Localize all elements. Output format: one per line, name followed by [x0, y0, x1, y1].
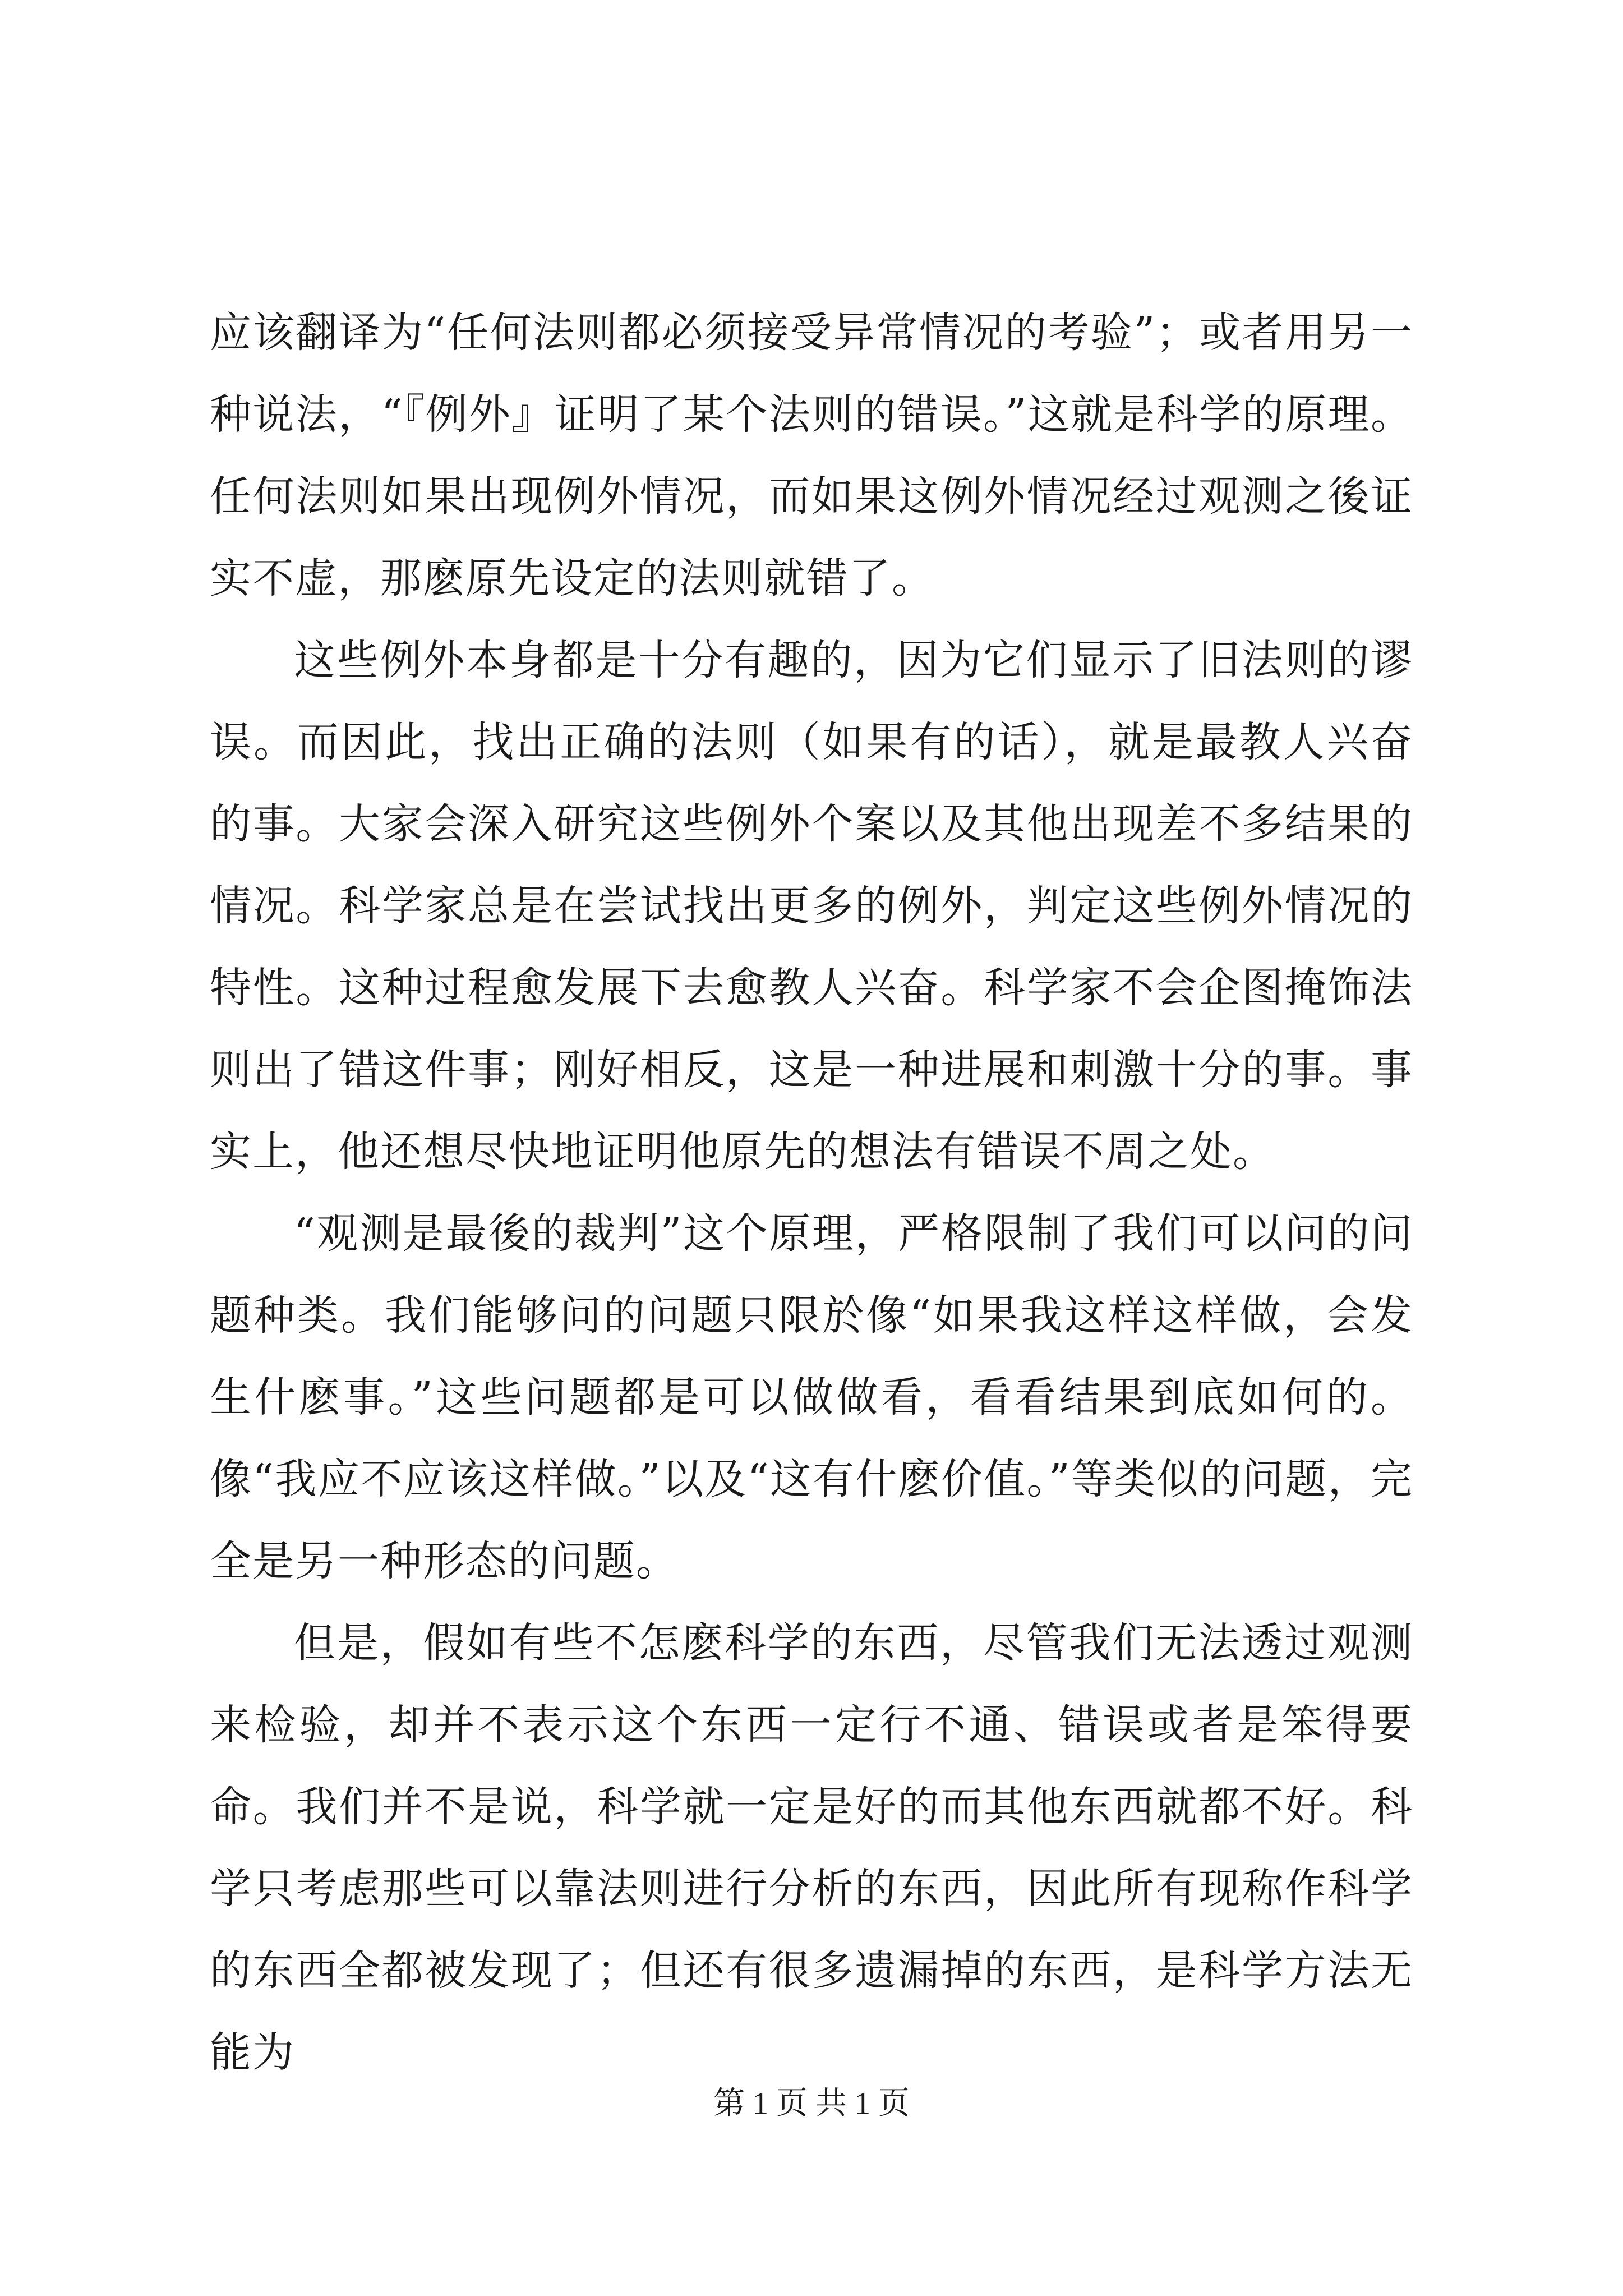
page-footer: 第 1 页 共 1 页 [713, 2086, 910, 2121]
paragraph-4: 但是，假如有些不怎麽科学的东西，尽管我们无法透过观测来检验，却并不表示这个东西一定行不通、错误或者是笨得要命。我们并不是说，科学就一定是好的而其他东西就都不好。科学只考虑那些可以靠法则进行分析的东西，因此所有现称作科学的东西全都被发现了；但还有很多遗漏掉的东西，是科学方法无能为 [210, 1619, 1413, 2077]
document-body [210, 292, 1413, 2093]
paragraph-2: 这些例外本身都是十分有趣的，因为它们显示了旧法则的谬误。而因此，找出正确的法则（如果有的话），就是最教人兴奋的事。大家会深入研究这些例外个案以及其他出现差不多结果的情况。科学家总是在尝试找出更多的例外，判定这些例外情况的特性。这种过程愈发展下去愈教人兴奋。科学家不会企图掩饰法则出了错这件事；刚好相反，这是一种进展和刺激十分的事。事实上，他还想尽快地证明他原先的想法有错误不周之处。 [210, 636, 1413, 1176]
paragraph-1: 应该翻译为“任何法则都必须接受异常情况的考验”；或者用另一种说法，“『例外』证明了某个法则的错误。”这就是科学的原理。任何法则如果出现例外情况，而如果这例外情况经过观测之後证实不虚，那麽原先设定的法则就错了。 [210, 309, 1413, 602]
paragraph-3: “观测是最後的裁判”这个原理，严格限制了我们可以问的问题种类。我们能够问的问题只限於像“如果我这样这样做，会发生什麽事。”这些问题都是可以做做看，看看结果到底如何的。像“我应不应该这样做。”以及“这有什麽价值。”等类似的问题，完全是另一种形态的问题。 [210, 1209, 1413, 1585]
